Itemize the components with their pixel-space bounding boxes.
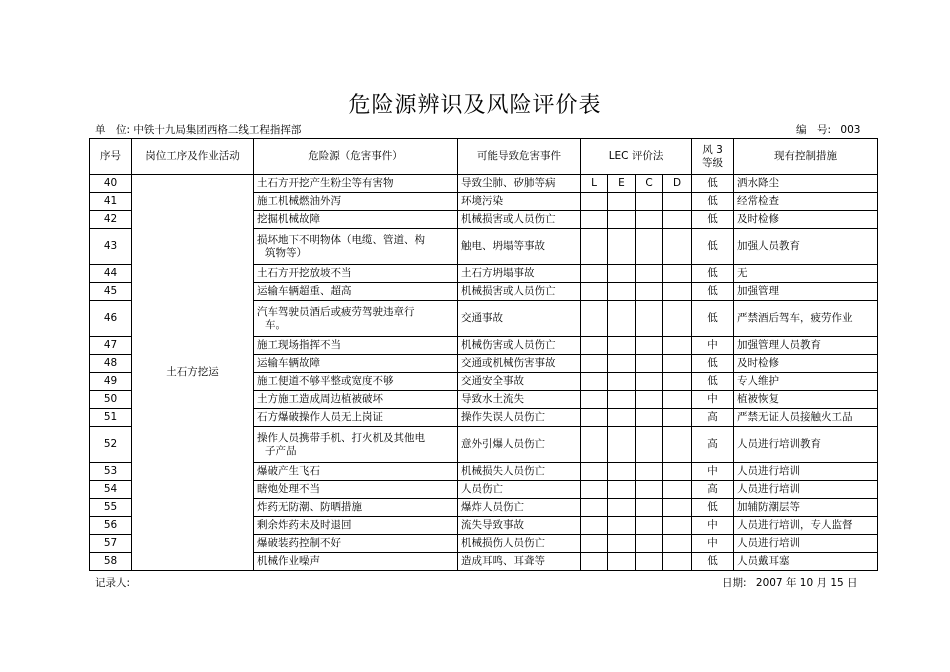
lec-cell (636, 391, 663, 409)
table-body (90, 175, 878, 571)
lec-cell (581, 481, 608, 499)
consequence-cell: 导致水土流失 (458, 391, 581, 409)
page-title: 危险源辨识及风险评价表 (348, 93, 602, 118)
row-number: 41 (90, 193, 132, 211)
row-number: 50 (90, 391, 132, 409)
date-value: 2007 年 10 月 15 日 (755, 577, 858, 589)
level-cell: 低 (692, 193, 734, 211)
hazard-line-1: 汽车驾驶员酒后或疲劳驾驶违章行 (257, 305, 415, 318)
lec-cell (636, 517, 663, 535)
lec-cell (608, 301, 636, 337)
activity-cell: 土石方挖运 (132, 175, 254, 571)
lec-cell (663, 337, 692, 355)
lec-cell (608, 391, 636, 409)
code-line (796, 122, 860, 137)
hazard-line-1: 操作人员携带手机、打火机及其他电 (257, 431, 425, 444)
lec-cell (663, 481, 692, 499)
lec-cell (581, 337, 608, 355)
hazard-cell: 石方爆破操作人员无上岗证 (254, 409, 458, 427)
hazard-cell: 运输车辆超重、超高 (254, 283, 458, 301)
lec-cell (581, 211, 608, 229)
header-seq: 序号 (90, 139, 132, 175)
consequence-cell: 导致尘肺、矽肺等病 (458, 175, 581, 193)
lec-cell (636, 265, 663, 283)
hazard-cell: 运输车辆故障 (254, 355, 458, 373)
hazard-cell: 瞎炮处理不当 (254, 481, 458, 499)
lec-cell (581, 535, 608, 553)
lec-cell (663, 211, 692, 229)
consequence-cell: 意外引爆人员伤亡 (458, 427, 581, 463)
consequence-cell: 流失导致事故 (458, 517, 581, 535)
unit-label: 单 位: (95, 124, 131, 136)
hazard-line-2: 车。 (265, 318, 286, 331)
lec-cell (663, 517, 692, 535)
level-cell: 低 (692, 211, 734, 229)
level-cell: 低 (692, 355, 734, 373)
lec-cell (608, 193, 636, 211)
control-cell: 加强人员教育 (734, 229, 878, 265)
level-cell: 中 (692, 391, 734, 409)
lec-cell (663, 229, 692, 265)
control-cell: 加强管理 (734, 283, 878, 301)
lec-cell (636, 427, 663, 463)
lec-cell (608, 337, 636, 355)
hazard-cell: 爆破装药控制不好 (254, 535, 458, 553)
date-label: 日期: (722, 577, 747, 589)
row-number: 46 (90, 301, 132, 337)
lec-cell (581, 265, 608, 283)
consequence-cell: 交通安全事故 (458, 373, 581, 391)
level-cell: 低 (692, 265, 734, 283)
header-consequence: 可能导致危害事件 (458, 139, 581, 175)
lec-cell (581, 229, 608, 265)
row-number: 44 (90, 265, 132, 283)
level-cell: 低 (692, 301, 734, 337)
lec-cell (663, 355, 692, 373)
control-cell: 专人维护 (734, 373, 878, 391)
hazard-cell: 施工机械燃油外泻 (254, 193, 458, 211)
lec-cell (608, 409, 636, 427)
level-cell: 低 (692, 175, 734, 193)
header-level (692, 139, 734, 175)
hazard-cell: 挖掘机械故障 (254, 211, 458, 229)
lec-cell (663, 499, 692, 517)
control-cell: 严禁无证人员接触火工品 (734, 409, 878, 427)
lec-cell (581, 463, 608, 481)
row-number: 45 (90, 283, 132, 301)
lec-cell (608, 211, 636, 229)
lec-cell (581, 373, 608, 391)
lec-cell (663, 463, 692, 481)
row-number: 42 (90, 211, 132, 229)
header-activity: 岗位工序及作业活动 (132, 139, 254, 175)
lec-cell (608, 265, 636, 283)
consequence-cell: 造成耳鸣、耳聋等 (458, 553, 581, 571)
hazard-cell (254, 229, 458, 265)
control-cell: 人员进行培训，专人监督 (734, 517, 878, 535)
unit-line (95, 122, 301, 137)
row-number: 53 (90, 463, 132, 481)
lec-cell (608, 283, 636, 301)
lec-cell (636, 337, 663, 355)
lec-cell: E (608, 175, 636, 193)
row-number: 56 (90, 517, 132, 535)
level-cell: 中 (692, 535, 734, 553)
lec-cell: L (581, 175, 608, 193)
row-number: 55 (90, 499, 132, 517)
level-cell: 中 (692, 463, 734, 481)
hazard-cell (254, 427, 458, 463)
lec-cell (581, 391, 608, 409)
level-cell: 中 (692, 517, 734, 535)
lec-cell (581, 553, 608, 571)
lec-cell (663, 193, 692, 211)
lec-cell (581, 355, 608, 373)
lec-cell (636, 301, 663, 337)
row-number: 48 (90, 355, 132, 373)
level-cell: 高 (692, 427, 734, 463)
lec-cell (581, 301, 608, 337)
lec-cell (581, 499, 608, 517)
row-number: 49 (90, 373, 132, 391)
lec-cell: C (636, 175, 663, 193)
lec-cell (608, 373, 636, 391)
row-number: 54 (90, 481, 132, 499)
date-line (722, 575, 858, 590)
lec-cell (608, 481, 636, 499)
lec-cell (663, 265, 692, 283)
control-cell: 人员进行培训 (734, 481, 878, 499)
control-cell: 洒水降尘 (734, 175, 878, 193)
control-cell: 严禁酒后驾车，疲劳作业 (734, 301, 878, 337)
lec-cell (636, 211, 663, 229)
risk-table (89, 138, 878, 571)
hazard-cell: 施工便道不够平整或宽度不够 (254, 373, 458, 391)
hazard-line-2: 子产品 (265, 444, 297, 457)
lec-cell (663, 373, 692, 391)
lec-cell (663, 535, 692, 553)
lec-cell (581, 283, 608, 301)
lec-cell (608, 499, 636, 517)
lec-cell (608, 229, 636, 265)
header-level-line1: 风 3 (702, 143, 723, 156)
lec-cell (636, 535, 663, 553)
control-cell: 加强管理人员教育 (734, 337, 878, 355)
consequence-cell: 交通或机械伤害事故 (458, 355, 581, 373)
lec-cell (581, 409, 608, 427)
consequence-cell: 人员伤亡 (458, 481, 581, 499)
control-cell: 人员进行培训 (734, 535, 878, 553)
consequence-cell: 触电、坍塌等事故 (458, 229, 581, 265)
lec-cell (663, 283, 692, 301)
hazard-line-2: 筑物等） (265, 246, 307, 259)
level-cell: 低 (692, 499, 734, 517)
level-cell: 高 (692, 481, 734, 499)
row-number: 51 (90, 409, 132, 427)
control-cell: 及时检修 (734, 211, 878, 229)
hazard-cell (254, 301, 458, 337)
control-cell: 植被恢复 (734, 391, 878, 409)
control-cell: 人员进行培训教育 (734, 427, 878, 463)
consequence-cell: 环境污染 (458, 193, 581, 211)
header-control: 现有控制措施 (734, 139, 878, 175)
lec-cell (608, 355, 636, 373)
lec-cell (608, 517, 636, 535)
lec-cell (663, 409, 692, 427)
lec-cell (636, 463, 663, 481)
consequence-cell: 机械损伤人员伤亡 (458, 535, 581, 553)
consequence-cell: 爆炸人员伤亡 (458, 499, 581, 517)
control-cell: 人员戴耳塞 (734, 553, 878, 571)
lec-cell (636, 355, 663, 373)
lec-cell (608, 427, 636, 463)
table-row (90, 175, 878, 193)
consequence-cell: 操作失误人员伤亡 (458, 409, 581, 427)
lec-cell (608, 535, 636, 553)
lec-cell (581, 193, 608, 211)
lec-cell (636, 481, 663, 499)
consequence-cell: 机械损害或人员伤亡 (458, 283, 581, 301)
control-cell: 人员进行培训 (734, 463, 878, 481)
hazard-line-1: 损坏地下不明物体（电缆、管道、构 (257, 233, 425, 246)
consequence-cell: 机械伤害或人员伤亡 (458, 337, 581, 355)
level-cell: 低 (692, 229, 734, 265)
hazard-cell: 土石方开挖放坡不当 (254, 265, 458, 283)
hazard-cell: 土方施工造成周边植被破坏 (254, 391, 458, 409)
lec-cell (608, 553, 636, 571)
control-cell: 无 (734, 265, 878, 283)
lec-cell (636, 193, 663, 211)
consequence-cell: 机械损失人员伤亡 (458, 463, 581, 481)
lec-cell (636, 409, 663, 427)
lec-cell (663, 427, 692, 463)
lec-cell (636, 283, 663, 301)
unit-value: 中铁十九局集团西格二线工程指挥部 (133, 124, 302, 136)
code-value: 003 (840, 124, 861, 136)
hazard-cell: 爆破产生飞石 (254, 463, 458, 481)
consequence-cell: 交通事故 (458, 301, 581, 337)
header-hazard: 危险源（危害事件） (254, 139, 458, 175)
level-cell: 中 (692, 337, 734, 355)
lec-cell (636, 373, 663, 391)
lec-cell (663, 391, 692, 409)
hazard-cell: 施工现场指挥不当 (254, 337, 458, 355)
consequence-cell: 土石方坍塌事故 (458, 265, 581, 283)
row-number: 40 (90, 175, 132, 193)
consequence-cell: 机械损害或人员伤亡 (458, 211, 581, 229)
header-level-line2: 等级 (702, 156, 724, 169)
lec-cell (608, 463, 636, 481)
row-number: 52 (90, 427, 132, 463)
level-cell: 低 (692, 373, 734, 391)
control-cell: 经常检查 (734, 193, 878, 211)
recorder-label: 记录人: (95, 577, 131, 589)
hazard-cell: 土石方开挖产生粉尘等有害物 (254, 175, 458, 193)
header-lec: LEC 评价法 (581, 139, 692, 175)
lec-cell (636, 229, 663, 265)
lec-cell (581, 517, 608, 535)
row-number: 57 (90, 535, 132, 553)
hazard-cell: 剩余炸药未及时退回 (254, 517, 458, 535)
lec-cell (663, 301, 692, 337)
level-cell: 高 (692, 409, 734, 427)
lec-cell (581, 427, 608, 463)
hazard-cell: 机械作业噪声 (254, 553, 458, 571)
level-cell: 低 (692, 553, 734, 571)
row-number: 58 (90, 553, 132, 571)
lec-cell (636, 499, 663, 517)
control-cell: 加辅防潮层等 (734, 499, 878, 517)
lec-cell (663, 553, 692, 571)
control-cell: 及时检修 (734, 355, 878, 373)
hazard-cell: 炸药无防潮、防晒措施 (254, 499, 458, 517)
row-number: 43 (90, 229, 132, 265)
code-label: 编 号: (796, 124, 832, 136)
row-number: 47 (90, 337, 132, 355)
header-row (90, 139, 878, 175)
lec-cell (636, 553, 663, 571)
level-cell: 低 (692, 283, 734, 301)
lec-cell: D (663, 175, 692, 193)
